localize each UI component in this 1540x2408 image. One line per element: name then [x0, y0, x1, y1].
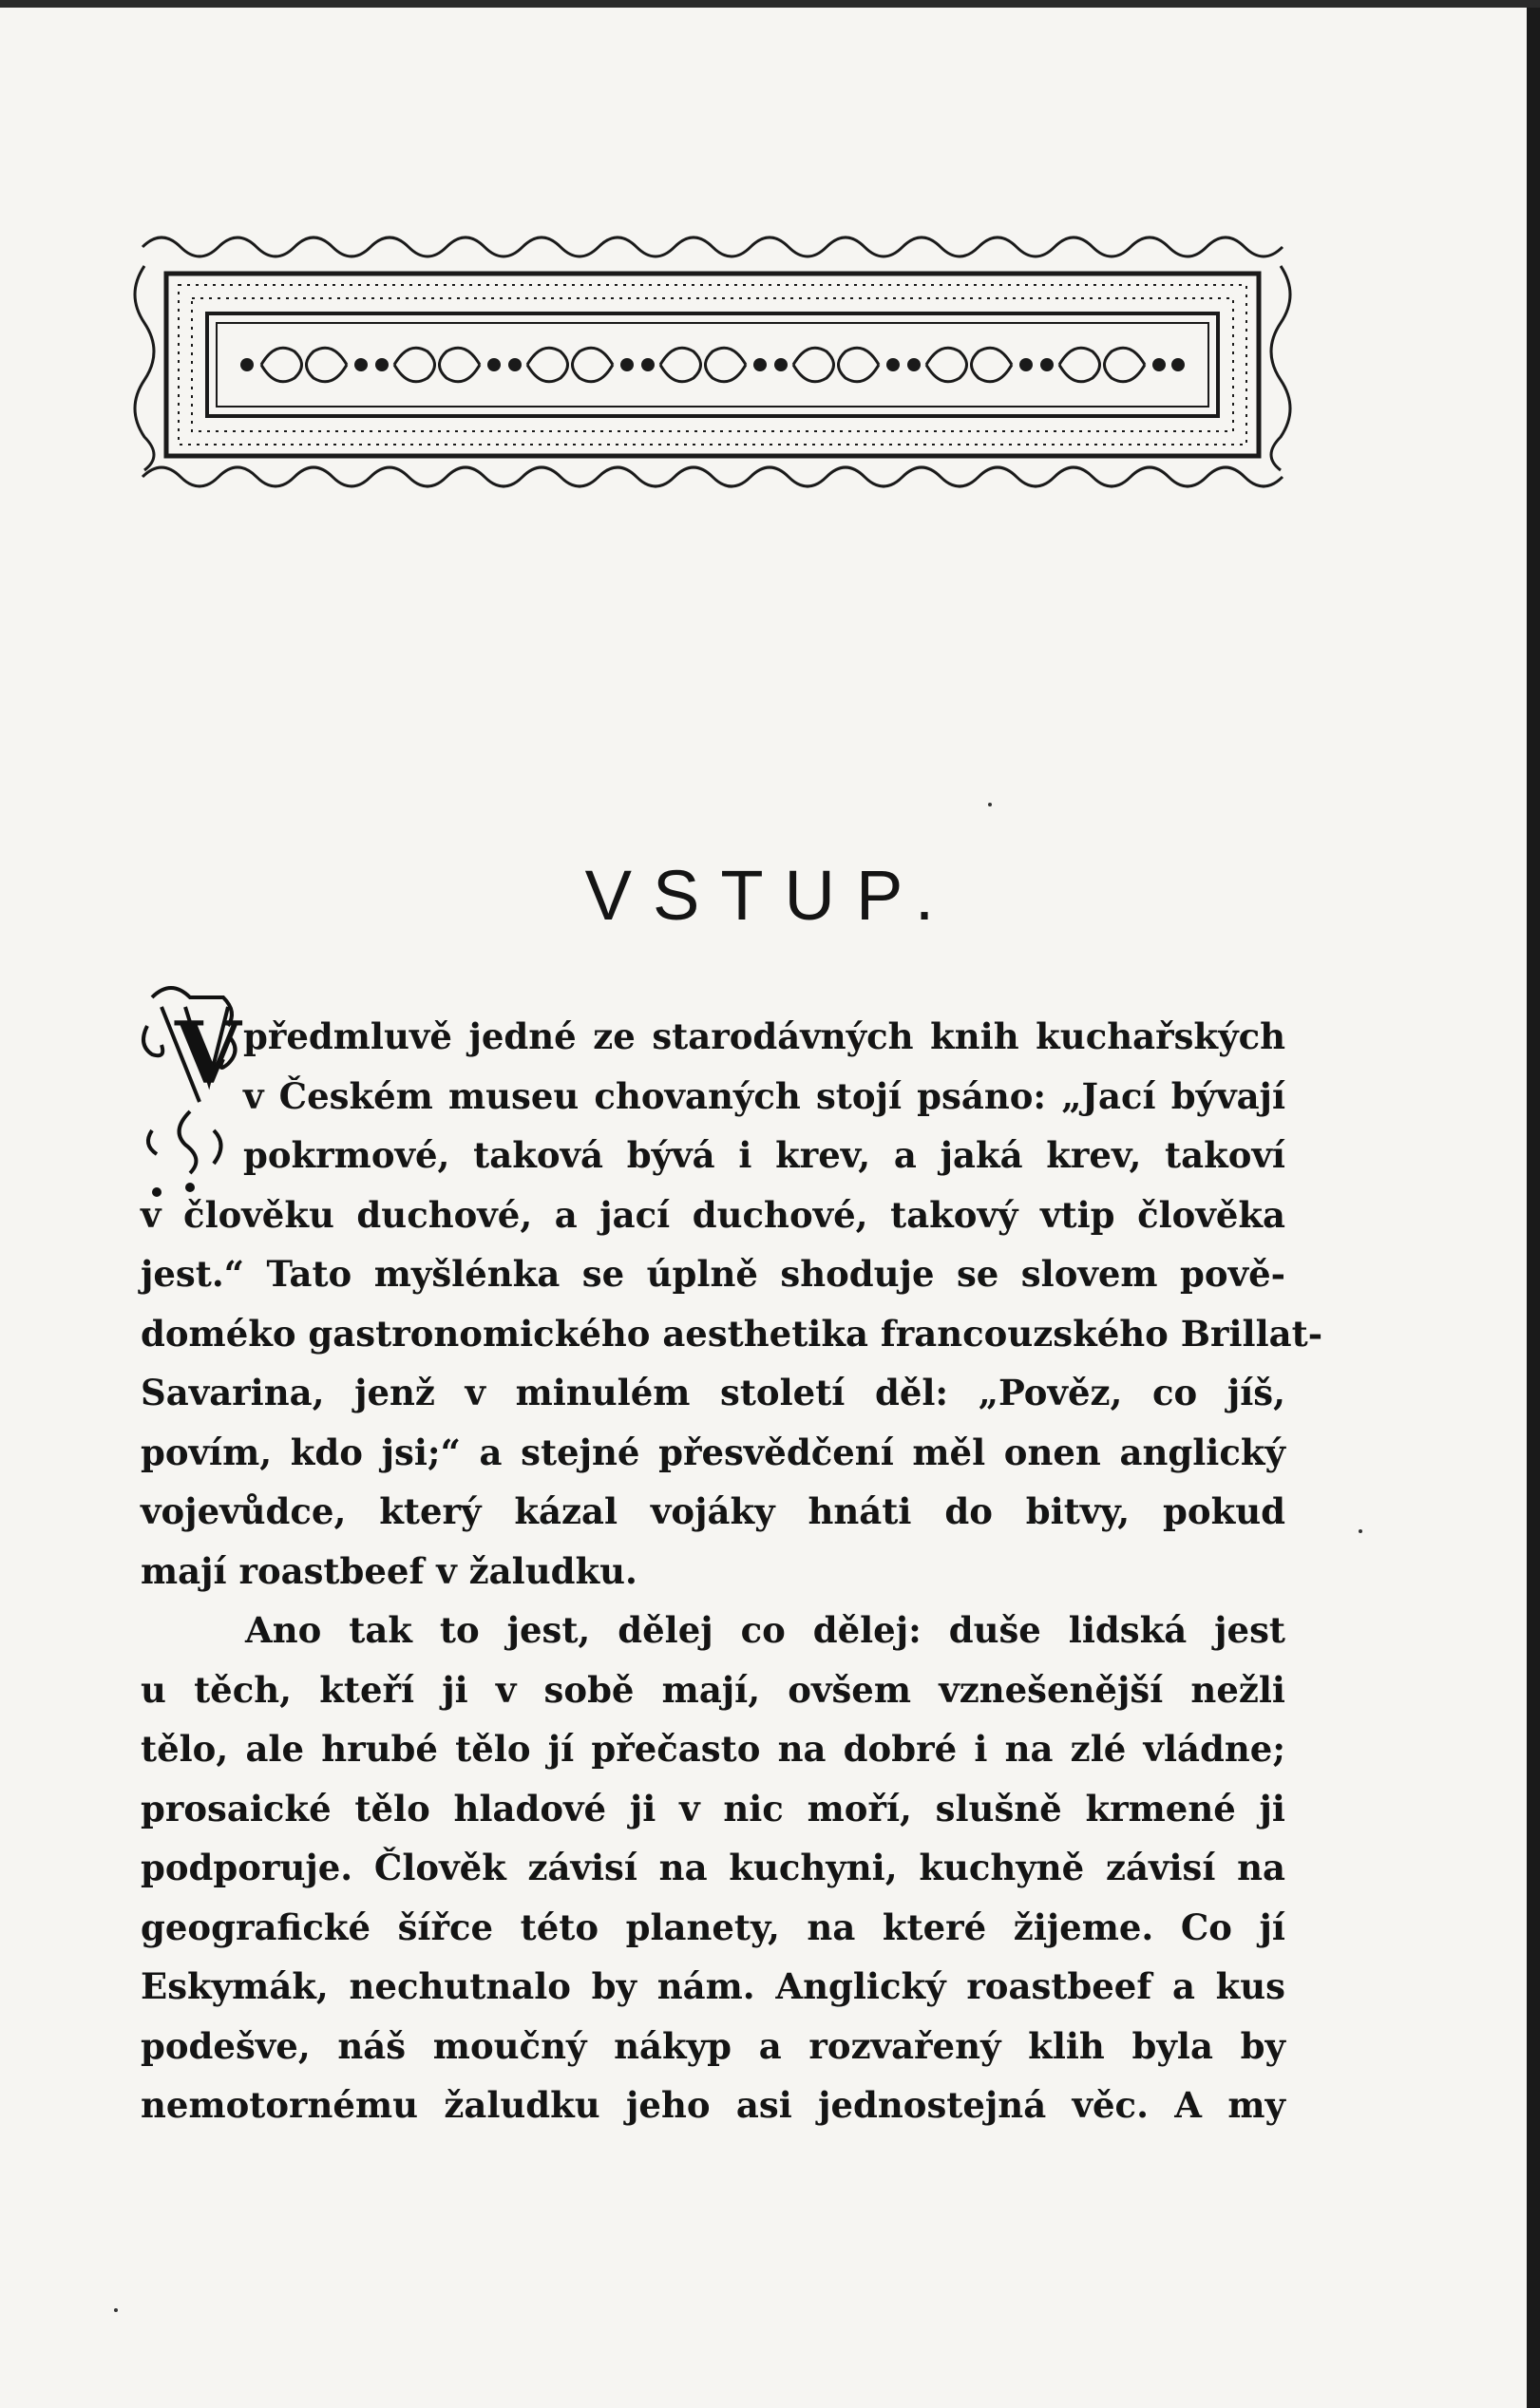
text-line: v člověku duchové, a jací duchové, takový vtip člověka [141, 1193, 1285, 1236]
text-line: geografické šířce této planety, na které žijeme. Co jí [141, 1906, 1285, 1948]
text-line: předmluvě jedné ze starodávných knih kuchařských [243, 1015, 1285, 1057]
text-line: u těch, kteří ji v sobě mají, ovšem vznešenější nežli [141, 1668, 1285, 1711]
text-line: nemotornému žaludku jeho asi jednostejná věc. A my [141, 2084, 1285, 2126]
text-line: podešve, náš moučný nákyp a rozvařený klih byla by [141, 2024, 1285, 2067]
chapter-heading: VSTUP. [584, 856, 956, 935]
text-line: mají roastbeef v žaludku. [141, 1549, 637, 1592]
text-line: pokrmové, taková bývá i krev, a jaká krev, takoví [243, 1134, 1285, 1176]
text-line: povím, kdo jsi;“ a stejné přesvědčení měl onen anglický [141, 1431, 1285, 1473]
text-line: Eskymák, nechutnalo by nám. Anglický roastbeef a kus [141, 1965, 1285, 2007]
text-line: v Českém museu chovaných stojí psáno: „Jací bývají [243, 1074, 1285, 1117]
paper-speck [114, 2308, 118, 2312]
text-line: Savarina, jenž v minulém století děl: „Pověz, co jíš, [141, 1372, 1285, 1413]
body-text [141, 1007, 1323, 2135]
decorative-header-border [133, 228, 1292, 494]
text-line: tělo, ale hrubé tělo jí přečasto na dobré i na zlé vládne; [141, 1728, 1285, 1770]
page-top-edge [0, 0, 1540, 8]
text-line: vojevůdce, který kázal vojáky hnáti do bitvy, pokud [141, 1490, 1285, 1532]
text-line: jest.“ Tato myšlénka se úplně shoduje se slovem pově- [141, 1253, 1285, 1295]
text-line: doméko gastronomického aesthetika francouzského Brillat- [141, 1312, 1323, 1355]
text-line: prosaické tělo hladové ji v nic moří, slušně krmené ji [141, 1787, 1285, 1830]
paper-speck [988, 803, 992, 806]
text-line: podporuje. Člověk závisí na kuchyni, kuchyně závisí na [141, 1847, 1285, 1888]
svg-text:V: V [175, 1003, 241, 1104]
text-line: Ano tak to jest, dělej co dělej: duše lidská jest [245, 1609, 1285, 1651]
paper-speck [1359, 1529, 1362, 1533]
